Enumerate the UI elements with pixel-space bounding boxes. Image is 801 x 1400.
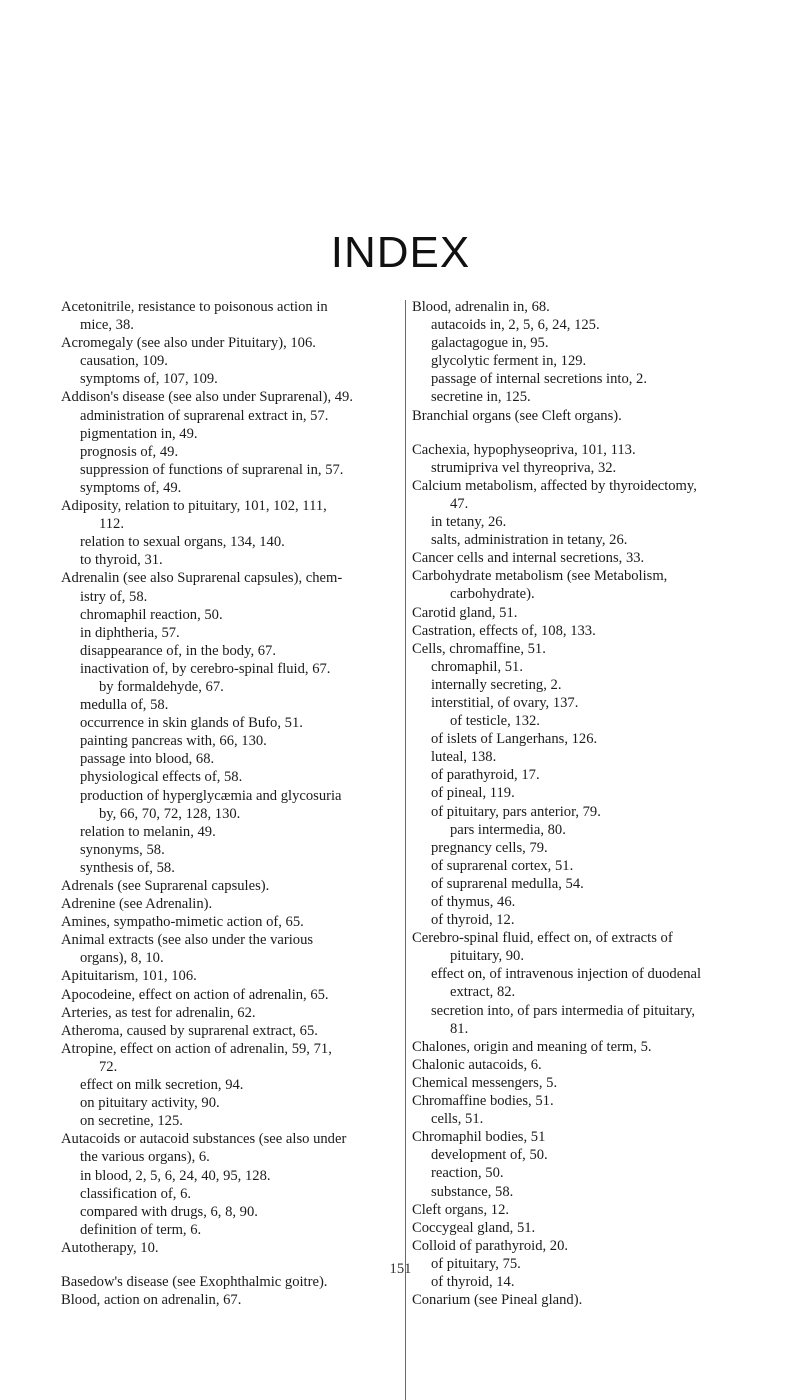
index-subentry: pigmentation in, 49. bbox=[79, 425, 198, 442]
index-subentry: 112. bbox=[98, 516, 124, 533]
index-subentry: 47. bbox=[449, 495, 469, 512]
index-subentry: internally secreting, 2. bbox=[430, 676, 562, 693]
index-subentry: effect on, of intravenous injection of duodenal bbox=[430, 966, 702, 983]
index-entry: Calcium metabolism, affected by thyroidectomy, bbox=[412, 477, 697, 494]
index-entry: Blood, adrenalin in, 68. bbox=[412, 299, 550, 315]
index-subentry: synthesis of, 58. bbox=[79, 859, 175, 876]
index-subentry: organs), 8, 10. bbox=[79, 950, 164, 967]
index-subentry: of pituitary, 75. bbox=[430, 1255, 521, 1272]
index-entry: Branchial organs (see Cleft organs). bbox=[412, 407, 622, 424]
index-subentry: occurrence in skin glands of Bufo, 51. bbox=[79, 715, 303, 732]
index-subentry: secretion into, of pars intermedia of pituitary, bbox=[430, 1002, 696, 1019]
index-subentry: 81. bbox=[449, 1020, 469, 1037]
index-entry: Cerebro-spinal fluid, effect on, of extracts of bbox=[412, 930, 673, 947]
index-subentry: on pituitary activity, 90. bbox=[79, 1095, 220, 1112]
index-subentry: inactivation of, by cerebro-spinal fluid, 67. bbox=[79, 660, 331, 677]
index-subentry: of islets of Langerhans, 126. bbox=[430, 731, 598, 748]
index-entry: Cleft organs, 12. bbox=[412, 1201, 510, 1218]
index-subentry: production of hyperglycæmia and glycosuria bbox=[79, 787, 342, 804]
index-entry: Atheroma, caused by suprarenal extract, 65. bbox=[61, 1022, 318, 1039]
index-subentry: symptoms of, 107, 109. bbox=[79, 371, 218, 388]
index-subentry: classification of, 6. bbox=[79, 1185, 192, 1202]
index-subentry: of suprarenal medulla, 54. bbox=[430, 875, 584, 892]
index-subentry: mice, 38. bbox=[79, 317, 134, 334]
index-subentry: suppression of functions of suprarenal in, 57. bbox=[79, 461, 344, 478]
index-subentry: in tetany, 26. bbox=[430, 514, 507, 531]
index-subentry: symptoms of, 49. bbox=[79, 479, 182, 496]
index-subentry: luteal, 138. bbox=[430, 749, 497, 766]
index-subentry: painting pancreas with, 66, 130. bbox=[79, 733, 267, 750]
page-number: 151 bbox=[389, 1261, 412, 1277]
index-subentry: autacoids in, 2, 5, 6, 24, 125. bbox=[430, 317, 600, 334]
index-subentry: passage into blood, 68. bbox=[79, 751, 215, 768]
index-entry: Adrenals (see Suprarenal capsules). bbox=[61, 878, 270, 894]
index-subentry: carbohydrate). bbox=[449, 586, 535, 603]
index-subentry: of thyroid, 12. bbox=[430, 912, 515, 929]
index-entry: Autotherapy, 10. bbox=[61, 1239, 159, 1256]
index-subentry: synonyms, 58. bbox=[79, 841, 165, 858]
index-subentry: 72. bbox=[98, 1058, 118, 1075]
index-subentry: to thyroid, 31. bbox=[79, 552, 163, 569]
index-subentry: chromaphil reaction, 50. bbox=[79, 606, 223, 623]
index-subentry: disappearance of, in the body, 67. bbox=[79, 642, 276, 659]
index-entry: Addison's disease (see also under Suprarenal), 49. bbox=[61, 389, 353, 406]
index-column-right bbox=[412, 298, 730, 1309]
section-gap bbox=[412, 425, 730, 441]
page-title: INDEX bbox=[330, 228, 471, 277]
index-subentry: chromaphil, 51. bbox=[430, 658, 523, 675]
index-subentry: in blood, 2, 5, 6, 24, 40, 95, 128. bbox=[79, 1167, 271, 1184]
index-subentry: causation, 109. bbox=[79, 353, 168, 370]
index-subentry: physiological effects of, 58. bbox=[79, 769, 243, 786]
index-subentry: development of, 50. bbox=[430, 1147, 548, 1164]
index-entry: Cells, chromaffine, 51. bbox=[412, 640, 546, 657]
index-subentry: cells, 51. bbox=[430, 1111, 484, 1128]
index-entry: Chromaffine bodies, 51. bbox=[412, 1093, 554, 1110]
index-subentry: effect on milk secretion, 94. bbox=[79, 1077, 244, 1094]
index-entry: Acromegaly (see also under Pituitary), 106. bbox=[61, 335, 316, 352]
index-subentry: by, 66, 70, 72, 128, 130. bbox=[98, 805, 241, 822]
index-entry: Adrenine (see Adrenalin). bbox=[61, 896, 213, 913]
index-subentry: of testicle, 132. bbox=[449, 713, 540, 730]
index-subentry: prognosis of, 49. bbox=[79, 443, 179, 460]
index-subentry: galactagogue in, 95. bbox=[430, 335, 549, 352]
index-entry: Castration, effects of, 108, 133. bbox=[412, 622, 596, 639]
index-entry: Adrenalin (see also Suprarenal capsules), chem- bbox=[61, 570, 343, 587]
index-entry: Animal extracts (see also under the various bbox=[61, 932, 314, 949]
index-subentry: medulla of, 58. bbox=[79, 697, 169, 714]
index-entry: Arteries, as test for adrenalin, 62. bbox=[61, 1004, 256, 1021]
index-entry: Cachexia, hypophyseopriva, 101, 113. bbox=[412, 441, 636, 458]
index-subentry: reaction, 50. bbox=[430, 1165, 504, 1182]
index-subentry: glycolytic ferment in, 129. bbox=[430, 353, 587, 370]
index-entry: Colloid of parathyroid, 20. bbox=[412, 1237, 569, 1254]
index-subentry: pituitary, 90. bbox=[449, 948, 525, 965]
index-subentry: of parathyroid, 17. bbox=[430, 767, 540, 784]
index-subentry: secretine in, 125. bbox=[430, 389, 531, 406]
index-subentry: interstitial, of ovary, 137. bbox=[430, 694, 579, 711]
index-subentry: substance, 58. bbox=[430, 1183, 514, 1200]
index-entry: Apituitarism, 101, 106. bbox=[61, 968, 197, 985]
index-subentry: of suprarenal cortex, 51. bbox=[430, 857, 574, 874]
index-entry: Carbohydrate metabolism (see Metabolism, bbox=[412, 568, 668, 585]
index-subentry: of thymus, 46. bbox=[430, 894, 516, 910]
index-subentry: by formaldehyde, 67. bbox=[98, 678, 224, 695]
index-subentry: passage of internal secretions into, 2. bbox=[430, 371, 647, 388]
index-subentry: definition of term, 6. bbox=[79, 1221, 202, 1238]
index-entry: Chemical messengers, 5. bbox=[412, 1074, 558, 1091]
index-column-left bbox=[61, 298, 395, 1309]
index-subentry: relation to melanin, 49. bbox=[79, 823, 216, 840]
index-subentry: of thyroid, 14. bbox=[430, 1273, 515, 1290]
column-divider bbox=[405, 300, 406, 1400]
index-entry: Atropine, effect on action of adrenalin, 59, 71, bbox=[61, 1040, 332, 1057]
index-subentry: on secretine, 125. bbox=[79, 1113, 183, 1130]
index-subentry: strumipriva vel thyreopriva, 32. bbox=[430, 459, 617, 476]
index-entry: Carotid gland, 51. bbox=[412, 604, 518, 621]
index-entry: Amines, sympatho-mimetic action of, 65. bbox=[61, 914, 304, 931]
index-subentry: the various organs), 6. bbox=[79, 1149, 210, 1166]
index-subentry: of pineal, 119. bbox=[430, 785, 515, 802]
index-entry: Cancer cells and internal secretions, 33. bbox=[412, 550, 645, 567]
index-entry: Acetonitrile, resistance to poisonous action in bbox=[61, 299, 328, 315]
index-subentry: pars intermedia, 80. bbox=[449, 821, 566, 838]
index-subentry: administration of suprarenal extract in, 57. bbox=[79, 407, 329, 424]
index-subentry: istry of, 58. bbox=[79, 588, 148, 605]
index-entry: Apocodeine, effect on action of adrenalin, 65. bbox=[61, 986, 329, 1003]
index-entry: Chalonic autacoids, 6. bbox=[412, 1056, 542, 1073]
index-entry: Conarium (see Pineal gland). bbox=[412, 1292, 583, 1309]
index-entry: Chromaphil bodies, 51 bbox=[412, 1129, 546, 1146]
index-subentry: compared with drugs, 6, 8, 90. bbox=[79, 1203, 258, 1220]
index-subentry: of pituitary, pars anterior, 79. bbox=[430, 803, 601, 820]
index-subentry: salts, administration in tetany, 26. bbox=[430, 532, 628, 549]
index-entry: Basedow's disease (see Exophthalmic goitre). bbox=[61, 1273, 328, 1290]
index-subentry: pregnancy cells, 79. bbox=[430, 839, 548, 856]
index-entry: Chalones, origin and meaning of term, 5. bbox=[412, 1038, 652, 1055]
index-subentry: relation to sexual organs, 134, 140. bbox=[79, 534, 285, 551]
index-entry: Autacoids or autacoid substances (see also under bbox=[61, 1131, 347, 1148]
index-entry: Adiposity, relation to pituitary, 101, 102, 111, bbox=[61, 498, 327, 515]
index-subentry: in diphtheria, 57. bbox=[79, 624, 180, 641]
index-subentry: extract, 82. bbox=[449, 984, 516, 1001]
index-entry: Blood, action on adrenalin, 67. bbox=[61, 1292, 242, 1309]
index-entry: Coccygeal gland, 51. bbox=[412, 1219, 536, 1236]
